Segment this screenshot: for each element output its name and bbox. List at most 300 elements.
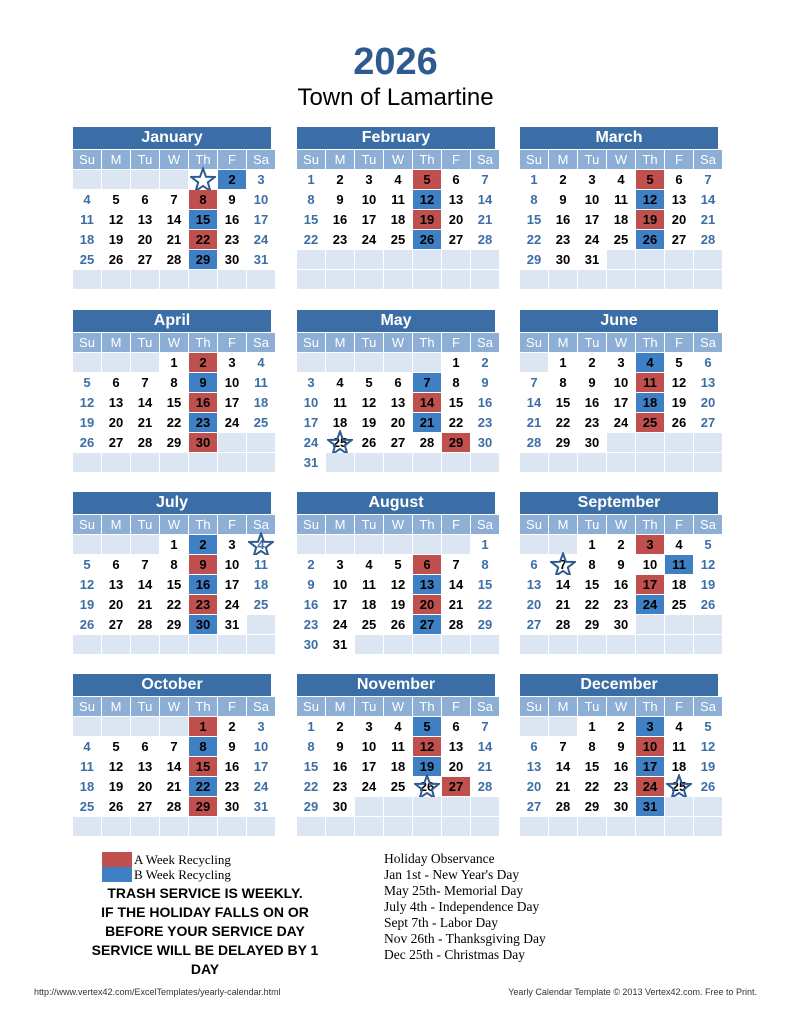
day-cell [247,535,275,554]
day-cell [549,353,577,372]
day-number: 8 [559,375,567,390]
empty-cell [131,170,159,189]
day-cell [102,575,130,594]
day-cell [442,595,470,614]
day-cell [471,615,499,634]
month-grid [297,515,499,654]
day-number: 28 [526,435,542,450]
day-number: 11 [391,192,405,207]
day-cell [218,190,246,209]
day-number: 30 [584,435,600,450]
empty-cell [578,817,606,836]
day-cell [297,555,325,574]
day-cell [218,717,246,736]
empty-cell [247,270,275,289]
day-cell [297,453,325,472]
empty-cell [189,270,217,289]
day-cell [665,210,693,229]
day-cell [520,413,548,432]
day-number: 25 [671,779,687,794]
day-number: 11 [672,739,686,754]
day-cell [520,757,548,776]
day-header: Th [413,333,441,352]
day-cell [607,190,635,209]
empty-cell [189,453,217,472]
day-number: 14 [166,212,182,227]
month-december [520,674,718,836]
day-header: Tu [355,333,383,352]
day-cell [636,717,664,736]
day-cell [326,777,354,796]
day-cell [413,373,441,392]
day-number: 16 [555,212,571,227]
day-number: 27 [108,435,124,450]
day-number: 29 [195,799,211,814]
day-cell [73,797,101,816]
day-number: 23 [584,415,600,430]
empty-cell [607,453,635,472]
day-number: 1 [588,719,596,734]
empty-cell [73,717,101,736]
day-cell [578,413,606,432]
day-cell [189,615,217,634]
day-cell [578,595,606,614]
month-august [297,492,495,654]
day-cell [549,210,577,229]
notice-line: BEFORE YOUR SERVICE DAY [105,923,305,939]
day-number: 6 [112,557,120,572]
day-number: 18 [253,577,269,592]
day-number: 25 [79,252,95,267]
day-cell [694,413,722,432]
empty-cell [442,535,470,554]
day-number: 26 [671,415,687,430]
day-header: W [384,515,412,534]
empty-cell [607,817,635,836]
day-number: 28 [137,435,153,450]
day-cell [355,737,383,756]
day-header: F [665,150,693,169]
day-number: 25 [390,779,406,794]
empty-cell [665,453,693,472]
day-header: Tu [578,515,606,534]
day-cell [326,433,354,452]
day-cell [471,413,499,432]
day-number: 1 [170,537,178,552]
day-cell [218,737,246,756]
empty-cell [665,433,693,452]
empty-cell [355,797,383,816]
day-cell [442,230,470,249]
day-cell [636,373,664,392]
day-number: 5 [394,557,402,572]
day-header: F [442,150,470,169]
day-number: 25 [613,232,629,247]
day-number: 26 [108,799,124,814]
day-cell [578,393,606,412]
day-header: Th [636,150,664,169]
day-number: 10 [361,739,377,754]
day-number: 11 [643,375,657,390]
day-header: Su [73,150,101,169]
empty-cell [549,635,577,654]
day-cell [247,230,275,249]
day-number: 14 [477,739,493,754]
day-cell [578,170,606,189]
day-cell [355,393,383,412]
day-cell [578,575,606,594]
day-cell [694,353,722,372]
day-number: 15 [477,577,493,592]
day-number: 17 [332,597,348,612]
day-cell [607,797,635,816]
day-number: 24 [642,597,658,612]
day-cell [160,615,188,634]
empty-cell [665,635,693,654]
day-number: 8 [199,192,207,207]
day-cell [607,555,635,574]
day-cell [694,595,722,614]
day-number: 24 [224,415,240,430]
month-may [297,310,495,472]
day-cell [694,757,722,776]
day-number: 24 [613,415,629,430]
day-cell [665,535,693,554]
day-cell [326,170,354,189]
day-cell [442,190,470,209]
day-number: 25 [332,435,348,450]
day-number: 8 [452,375,460,390]
footer-url[interactable]: http://www.vertex42.com/ExcelTemplates/yearly-calendar.html [34,987,281,997]
day-number: 9 [336,192,344,207]
day-number: 18 [613,212,629,227]
empty-cell [326,250,354,269]
month-title: November [297,674,495,696]
day-number: 27 [448,779,464,794]
day-cell [247,595,275,614]
day-cell [694,373,722,392]
day-cell [160,353,188,372]
day-cell [326,230,354,249]
empty-cell [694,635,722,654]
day-cell [247,797,275,816]
day-cell [73,230,101,249]
empty-cell [297,250,325,269]
day-number: 13 [526,577,542,592]
holiday-item: Jan 1st - New Year's Day [384,867,520,882]
day-cell [520,777,548,796]
holiday-item: Sept 7th - Labor Day [384,915,498,930]
day-cell [102,230,130,249]
day-cell [413,170,441,189]
day-number: 27 [671,232,687,247]
day-number: 25 [671,597,687,612]
empty-cell [694,453,722,472]
day-cell [160,373,188,392]
empty-cell [384,270,412,289]
day-header: W [384,333,412,352]
empty-cell [218,817,246,836]
day-header: W [607,150,635,169]
day-cell [636,555,664,574]
day-header: Su [520,333,548,352]
day-header: M [326,150,354,169]
day-number: 6 [141,739,149,754]
day-number: 5 [83,557,91,572]
day-cell [471,353,499,372]
day-number: 14 [137,395,153,410]
day-cell [471,535,499,554]
day-number: 20 [700,395,716,410]
day-cell [578,535,606,554]
day-cell [578,210,606,229]
day-cell [636,190,664,209]
day-cell [326,575,354,594]
month-january [73,127,271,289]
month-title: October [73,674,271,696]
day-number: 9 [307,577,315,592]
month-grid [73,697,275,836]
day-cell [384,757,412,776]
day-number: 21 [137,415,153,430]
day-number: 1 [452,355,460,370]
day-cell [636,595,664,614]
day-number: 15 [555,395,571,410]
day-number: 8 [170,375,178,390]
day-cell [160,433,188,452]
month-grid [73,515,275,654]
day-cell [578,353,606,372]
empty-cell [471,453,499,472]
day-cell [549,777,577,796]
empty-cell [384,453,412,472]
day-header: Sa [471,515,499,534]
day-cell [102,413,130,432]
day-cell [413,575,441,594]
day-header: Th [413,150,441,169]
day-cell [131,555,159,574]
day-cell [471,433,499,452]
day-cell [189,413,217,432]
day-number: 19 [390,597,406,612]
day-cell [102,555,130,574]
month-title: June [520,310,718,332]
day-header: F [218,697,246,716]
day-header: M [326,515,354,534]
day-cell [665,575,693,594]
day-cell [160,190,188,209]
day-header: Sa [694,515,722,534]
day-number: 31 [303,455,319,470]
day-number: 26 [419,232,435,247]
day-header: W [384,697,412,716]
day-cell [413,433,441,452]
day-number: 9 [336,739,344,754]
day-cell [102,393,130,412]
day-cell [471,575,499,594]
day-number: 22 [195,779,211,794]
day-number: 2 [307,557,315,572]
day-number: 3 [646,537,654,552]
day-number: 21 [448,597,464,612]
empty-cell [102,717,130,736]
day-number: 13 [448,192,464,207]
day-number: 2 [336,172,344,187]
day-number: 29 [303,799,319,814]
day-number: 22 [166,597,182,612]
day-header: Tu [355,697,383,716]
day-number: 27 [526,799,542,814]
day-number: 29 [195,252,211,267]
day-cell [384,170,412,189]
day-cell [297,777,325,796]
day-header: Sa [694,333,722,352]
day-number: 12 [79,395,95,410]
day-number: 28 [166,799,182,814]
day-number: 10 [253,739,269,754]
day-number: 15 [303,759,319,774]
day-number: 28 [555,799,571,814]
day-number: 3 [365,719,373,734]
month-november [297,674,495,836]
day-cell [189,230,217,249]
day-number: 16 [332,759,348,774]
day-number: 26 [79,435,95,450]
empty-cell [160,635,188,654]
day-header: Tu [131,697,159,716]
day-number: 9 [199,375,207,390]
day-cell [189,575,217,594]
day-cell [665,230,693,249]
day-number: 15 [195,212,211,227]
day-header: Th [189,333,217,352]
day-number: 21 [477,759,493,774]
day-header: F [442,697,470,716]
day-number: 29 [477,617,493,632]
day-cell [218,373,246,392]
day-number: 9 [588,375,596,390]
day-header: Sa [247,515,275,534]
day-header: Sa [471,333,499,352]
day-cell [355,757,383,776]
day-header: Su [297,697,325,716]
day-number: 12 [79,577,95,592]
day-cell [636,737,664,756]
day-number: 15 [195,759,211,774]
day-cell [549,413,577,432]
day-cell [355,777,383,796]
empty-cell [218,635,246,654]
day-cell [607,230,635,249]
day-header: Su [520,697,548,716]
day-cell [520,737,548,756]
day-header: Su [73,697,101,716]
empty-cell [131,817,159,836]
day-number: 19 [671,395,687,410]
day-cell [218,210,246,229]
day-header: Tu [578,150,606,169]
day-cell [131,737,159,756]
day-cell [549,373,577,392]
day-cell [218,575,246,594]
day-header: W [607,515,635,534]
day-number: 7 [559,739,567,754]
month-october [73,674,271,836]
day-cell [297,717,325,736]
day-cell [384,555,412,574]
day-cell [355,717,383,736]
day-cell [297,615,325,634]
empty-cell [520,717,548,736]
day-number: 4 [617,172,625,187]
day-cell [549,393,577,412]
day-number: 10 [361,192,377,207]
day-number: 24 [642,779,658,794]
empty-cell [326,453,354,472]
month-title: August [297,492,495,514]
day-cell [471,595,499,614]
day-cell [442,575,470,594]
empty-cell [160,717,188,736]
month-grid [297,697,499,836]
day-number: 3 [228,355,236,370]
day-cell [355,615,383,634]
day-cell [160,393,188,412]
day-cell [384,595,412,614]
day-cell [471,717,499,736]
day-cell [384,615,412,634]
day-number: 2 [336,719,344,734]
empty-cell [607,433,635,452]
day-cell [160,777,188,796]
day-number: 27 [526,617,542,632]
day-number: 19 [108,232,124,247]
day-number: 9 [228,192,236,207]
day-number: 6 [423,557,431,572]
empty-cell [355,535,383,554]
empty-cell [549,817,577,836]
day-cell [694,535,722,554]
day-cell [607,210,635,229]
day-number: 31 [224,617,240,632]
day-number: 16 [303,597,319,612]
day-number: 26 [419,779,435,794]
day-number: 20 [108,597,124,612]
day-cell [607,595,635,614]
month-grid [73,333,275,472]
day-number: 6 [704,355,712,370]
empty-cell [189,635,217,654]
day-cell [471,190,499,209]
day-number: 12 [700,557,716,572]
empty-cell [355,817,383,836]
day-number: 7 [141,375,149,390]
day-number: 19 [361,415,377,430]
empty-cell [636,250,664,269]
day-cell [73,615,101,634]
day-number: 26 [700,597,716,612]
day-cell [247,555,275,574]
empty-cell [549,535,577,554]
day-cell [636,210,664,229]
day-number: 30 [555,252,571,267]
day-number: 17 [613,395,629,410]
day-number: 3 [307,375,315,390]
day-cell [218,797,246,816]
day-number: 13 [419,577,435,592]
day-number: 14 [137,577,153,592]
day-header: Su [520,150,548,169]
